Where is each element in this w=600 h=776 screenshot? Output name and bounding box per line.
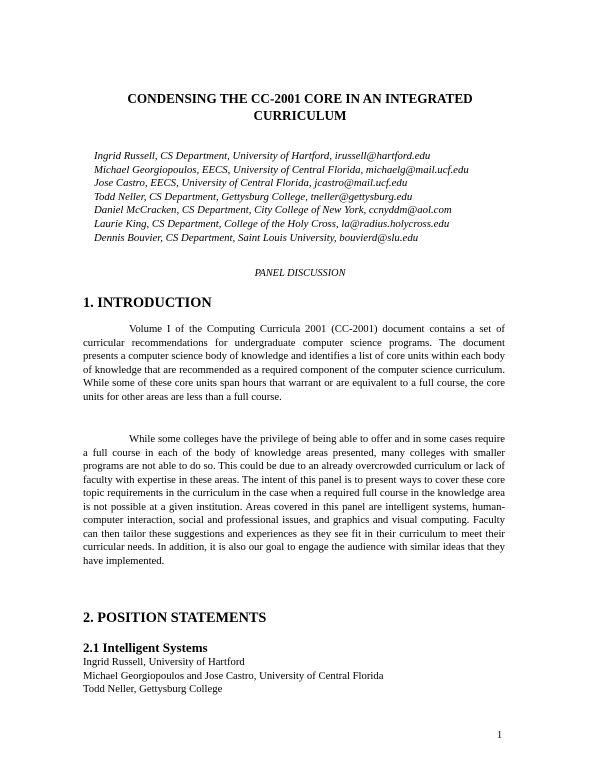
author-line: Dennis Bouvier, CS Department, Saint Louis University, bouvierd@slu.edu — [94, 231, 419, 244]
speaker-line: Ingrid Russell, University of Hartford — [83, 656, 245, 668]
panel-discussion-label: PANEL DISCUSSION — [254, 268, 346, 279]
author-line: Todd Neller, CS Department, Gettysburg College, tneller@gettysburg.edu — [94, 190, 413, 203]
author-list — [94, 150, 534, 245]
position-statements-heading: 2. POSITION STATEMENTS — [83, 610, 267, 626]
author-line: Michael Georgiopoulos, EECS, University of Central Florida, michaelg@mail.ucf.edu — [94, 163, 469, 176]
title-line-1: CONDENSING THE CC-2001 CORE IN AN INTEGRATED — [127, 91, 473, 106]
speaker-list — [83, 656, 503, 697]
author-line: Daniel McCracken, CS Department, City College of New York, ccnyddm@aol.com — [94, 204, 452, 217]
introduction-heading: 1. INTRODUCTION — [83, 295, 212, 311]
paper-title — [100, 90, 500, 124]
author-line: Ingrid Russell, CS Department, University of Hartford, irussell@hartford.edu — [94, 150, 431, 162]
intelligent-systems-heading: 2.1 Intelligent Systems — [83, 640, 208, 655]
speaker-line: Michael Georgiopoulos and Jose Castro, University of Central Florida — [83, 669, 384, 682]
speaker-line: Todd Neller, Gettysburg College — [83, 683, 223, 696]
author-line: Laurie King, CS Department, College of the Holy Cross, la@radius.holycross.edu — [94, 217, 450, 230]
intro-paragraph-2: While some colleges have the privilege of being able to offer and in some cases require a full course in each of the body of knowledge areas presented, many colleges with smaller programs are not able to do so. This could be due to an already overcrowded curriculum or lack of faculty with expertise in these areas. The intent of this panel is to present ways to cover these core topic requirements in the curriculum in the case when a required full course in the knowledge area is not possible at a given institution. Areas covered in this panel are intelligent systems, human-computer interaction, social and professional issues, and graphics and visual computing. Faculty can then tailor these suggestions and experiences as they see fit in their curriculum to meet their curricular needs. In addition, it is also our goal to engage the audience with similar ideas that they have implemented. — [83, 433, 505, 567]
author-line: Jose Castro, EECS, University of Central Florida, jcastro@mail.ucf.edu — [94, 177, 408, 190]
page-number: 1 — [497, 730, 503, 741]
title-line-2: CURRICULUM — [253, 108, 347, 123]
intro-paragraph-1: Volume I of the Computing Curricula 2001 (CC-2001) document contains a set of curricular recommendations for undergraduate computer science programs. The document presents a computer science body of knowledge and identifies a list of core units within each body of knowledge that are recommended as a required component of the computer science curriculum. While some of these core units span hours that warrant or are equivalent to a full course, the core units for other areas are less than a full course. — [83, 323, 505, 403]
